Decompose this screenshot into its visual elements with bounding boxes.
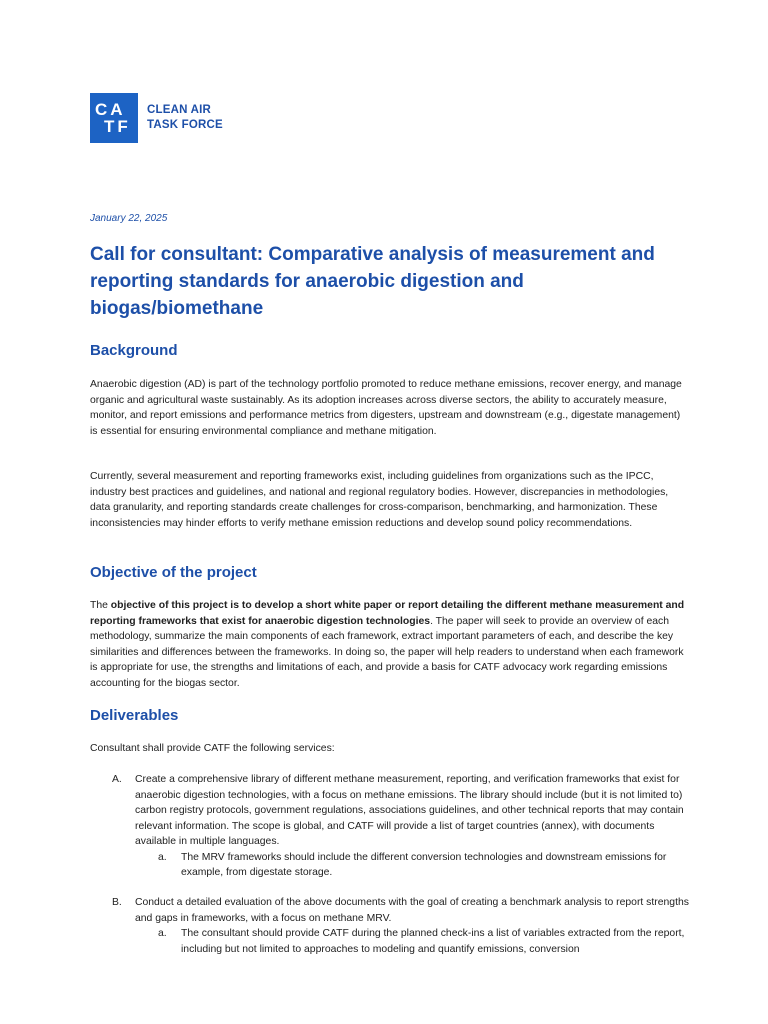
sub-list-marker: a. (158, 928, 167, 939)
list-item-text: Create a comprehensive library of different methane measurement, reporting, and verification frameworks that exist for anaerobic digestion technologies, with a focus on methane emissions. The library should include (but it is not limited to) carbon registry protocols, government regulations, associations guidelines, and other technical reports that may contain relevant information. The scope is global, and CATF will provide a list of target countries (annex), with documents available in multiple languages. (135, 774, 684, 847)
background-paragraph-2: Currently, several measurement and reporting frameworks exist, including guidelines from organizations such as the IPCC, industry best practices and guidelines, and national and regional regulatory bodies. However, discrepancies in methodologies, data granularity, and reporting standards create challenges for cross-comparison, benchmarking, and harmonization. These inconsistencies may hinder efforts to verify methane emission reductions and develop sound policy recommendations. (90, 471, 669, 529)
sub-list-marker: a. (158, 851, 167, 863)
objective-rest: . The paper will seek to provide an overview of each methodology, summarize the main components of each framework, extract important parameters of each, and describe the key similarities and differences between the frameworks. In doing so, the paper will help readers to understand when each framework is appropriate for use, the strengths and limitations of each, and provide a basis for CATF advocacy work regarding emissions accounting for the biogas sector. (90, 615, 684, 689)
deliverables-list-b (90, 895, 690, 957)
objective-heading: Objective of the project (90, 564, 257, 581)
sub-list-item-text: The consultant should provide CATF during the planned check-ins a list of variables extracted from the report, including but not limited to approaches to modeling and quantify emissions, conversion (181, 928, 685, 955)
logo-mark (90, 93, 138, 143)
list-item (90, 772, 690, 850)
sub-list-item-text: The MRV frameworks should include the different conversion technologies and downstream emissions for example, from digestate storage. (181, 851, 667, 878)
logo-wordmark (147, 103, 223, 133)
logo-text-line1: CLEAN AIR (147, 104, 211, 116)
logo-mark-line1: CA (95, 100, 126, 119)
list-marker: A. (112, 774, 122, 785)
list-item-text: Conduct a detailed evaluation of the above documents with the goal of creating a benchmark analysis to report strengths and gaps in frameworks, with a focus on methane MRV. (135, 897, 689, 924)
document-title: Call for consultant: Comparative analysis of measurement and reporting standards for anaerobic digestion and biogas/biomethane (90, 244, 655, 319)
background-heading: Background (90, 342, 178, 359)
objective-bold: objective of this project is to develop a short white paper or report detailing the different methane measurement and reporting frameworks that exist for anaerobic digestion technologies (90, 600, 685, 627)
objective-lead: The (90, 600, 111, 611)
sub-list-item (90, 850, 690, 881)
list-item (90, 895, 690, 926)
background-paragraph-1: Anaerobic digestion (AD) is part of the technology portfolio promoted to reduce methane emissions, recover energy, and manage organic and agricultural waste sustainably. As its adoption increases across diverse sectors, the ability to accurately measure, monitor, and report emissions and performance metrics from digesters, upstream and downstream (e.g., digestate management) is essential for ensuring environmental compliance and methane mitigation. (90, 379, 682, 437)
list-marker: B. (112, 897, 122, 908)
catf-logo (90, 93, 223, 143)
deliverables-heading: Deliverables (90, 707, 179, 724)
deliverables-intro: Consultant shall provide CATF the following services: (90, 743, 335, 754)
objective-paragraph (90, 598, 690, 691)
logo-text-line2: TASK FORCE (147, 119, 223, 131)
deliverables-list-a (90, 772, 690, 881)
document-date: January 22, 2025 (90, 213, 168, 224)
logo-mark-line2: TF (104, 117, 131, 136)
sub-list-item (90, 926, 690, 957)
